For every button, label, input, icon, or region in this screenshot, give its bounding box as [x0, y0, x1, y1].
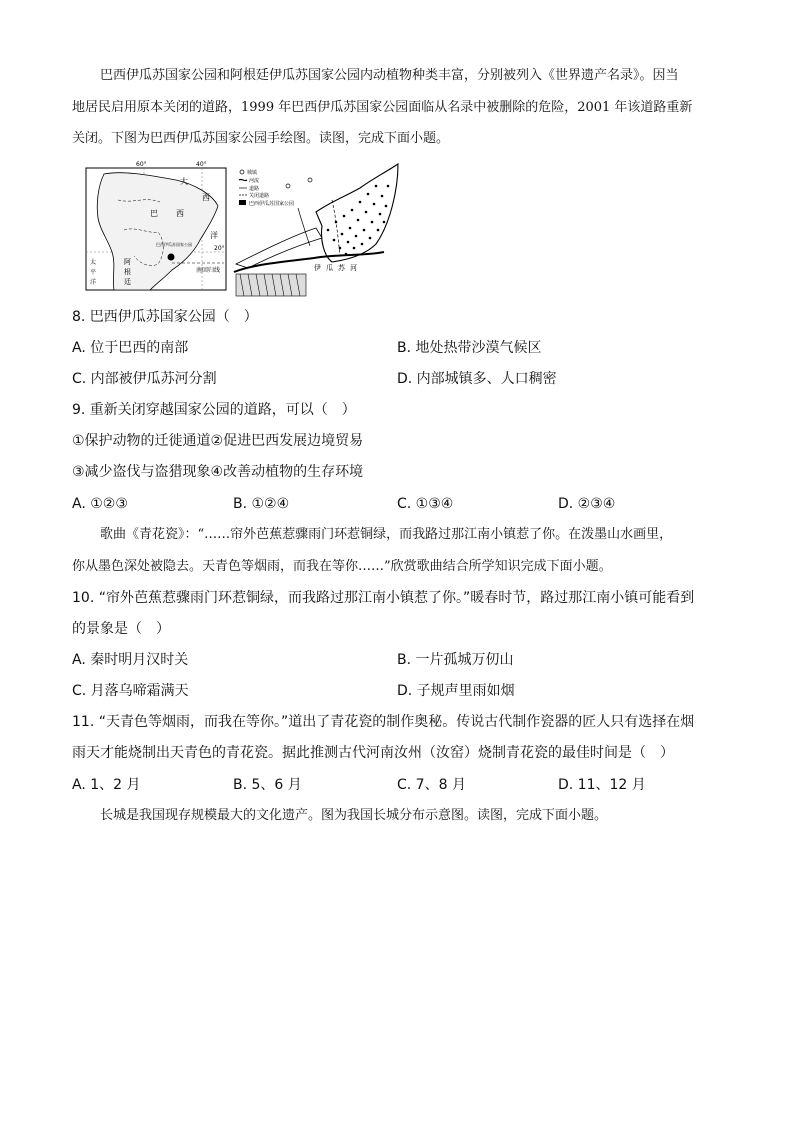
argentina-label-1: 阿 — [124, 258, 131, 266]
legend-road: 道路 — [249, 186, 260, 192]
intro3-line1: 长城是我国现存规模最大的文化遗产。图为我国长城分布示意图。读图，完成下面小题。 — [100, 808, 608, 823]
q8-stem: 8. 巴西伊瓜苏国家公园（ ） — [72, 309, 258, 325]
q10-option-c[interactable]: C. 月落乌啼霜满天 — [72, 683, 189, 699]
q10-stem-line2: 的景象是（ ） — [72, 621, 170, 637]
q9-stem: 9. 重新关闭穿越国家公园的道路，可以（ ） — [72, 402, 356, 418]
argentina-label-2: 根 — [124, 268, 131, 276]
q8-option-c[interactable]: C. 内部被伊瓜苏河分割 — [72, 371, 217, 387]
q9-option-c[interactable]: C. ①③④ — [397, 496, 454, 512]
iguazu-maps-figure — [84, 160, 410, 300]
location-map — [86, 161, 226, 290]
q9-option-b[interactable]: B. ①②④ — [233, 496, 290, 512]
q10-option-d[interactable]: D. 子规声里雨如烟 — [397, 683, 515, 699]
pacific-label-2: 平 — [90, 269, 97, 276]
lon-60-label: 60° — [136, 161, 147, 168]
pacific-label-1: 太 — [90, 259, 97, 266]
lat-20-label: 20° — [214, 245, 225, 252]
pacific-label-3: 洋 — [90, 279, 97, 286]
brazil-label-2: 西 — [176, 209, 184, 218]
park-location-dot — [168, 254, 175, 261]
q11-stem-line1: 11. “天青色等烟雨，而我在等你。”道出了青花瓷的制作奥秘。传说古代制作瓷器的匠人只有选择在烟 — [72, 714, 695, 730]
iguazu-maps-svg — [84, 160, 410, 300]
brazil-label-1: 巴 — [150, 209, 158, 218]
tropic-label: 南回归线 — [196, 267, 221, 274]
intro1-line1: 巴西伊瓜苏国家公园和阿根廷伊瓜苏国家公园内动植物种类丰富，分别被列入《世界遗产名录》。因当 — [100, 68, 679, 83]
intro2-line2: 你从墨色深处被隐去。天青色等烟雨，而我在等你……”欣赏歌曲结合所学知识完成下面小题。 — [72, 559, 612, 574]
q9-statements-line1: ①保护动物的迁徙通道②促进巴西发展边境贸易 — [72, 433, 364, 449]
argentina-label-3: 廷 — [124, 278, 131, 286]
q11-option-b[interactable]: B. 5、6 月 — [233, 777, 302, 793]
legend-town: 城镇 — [247, 170, 258, 176]
river-label-4: 河 — [350, 264, 357, 272]
atlantic-label-1: 大 — [180, 177, 188, 186]
q10-stem-line1: 10. “帘外芭蕉惹骤雨门环惹铜绿，而我路过那江南小镇惹了你。”暖春时节，路过那江南小镇可能看到 — [72, 590, 695, 606]
river-label-2: 瓜 — [326, 264, 333, 272]
river-label-3: 苏 — [338, 264, 345, 272]
q8-option-b[interactable]: B. 地处热带沙漠气候区 — [397, 340, 542, 356]
q9-option-a[interactable]: A. ①②③ — [72, 496, 128, 512]
q10-option-a[interactable]: A. 秦时明月汉时关 — [72, 652, 189, 668]
lon-40-label: 40° — [196, 161, 207, 168]
q8-option-a[interactable]: A. 位于巴西的南部 — [72, 340, 189, 356]
intro1-line3: 关闭。下图为巴西伊瓜苏国家公园手绘图。读图，完成下面小题。 — [72, 131, 450, 146]
river-label-1: 伊 — [314, 264, 321, 272]
q11-option-d[interactable]: D. 11、12 月 — [558, 777, 646, 793]
legend-park: 巴西伊瓜苏国家公园 — [249, 201, 295, 207]
q11-stem-line2: 雨天才能烧制出天青色的青花瓷。据此推测古代河南汝州（汝窑）烧制青花瓷的最佳时间是（ ） — [72, 745, 674, 761]
park-label: 巴西伊瓜苏国家公园 — [156, 242, 192, 247]
q9-option-d[interactable]: D. ②③④ — [558, 496, 616, 512]
atlantic-label-2: 西 — [202, 193, 210, 202]
atlantic-label-3: 洋 — [210, 231, 218, 240]
park-map-legend — [239, 169, 294, 207]
intro2-line1: 歌曲《青花瓷》：“……帘外芭蕉惹骤雨门环惹铜绿，而我路过那江南小镇惹了你。在泼墨山水画里， — [100, 527, 673, 542]
legend-closed-road: 关闭道路 — [249, 193, 270, 199]
q11-option-c[interactable]: C. 7、8 月 — [397, 777, 466, 793]
legend-river: 河流 — [249, 178, 260, 184]
q11-option-a[interactable]: A. 1、2 月 — [72, 777, 141, 793]
intro1-line2: 地居民启用原本关闭的道路，1999 年巴西伊瓜苏国家公园面临从名录中被删除的危险，2001 年该道路重新 — [72, 100, 693, 115]
q9-statements-line2: ③减少盗伐与盗猎现象④改善动植物的生存环境 — [72, 464, 364, 480]
q8-option-d[interactable]: D. 内部城镇多、人口稠密 — [397, 371, 557, 387]
q10-option-b[interactable]: B. 一片孤城万仞山 — [397, 652, 514, 668]
